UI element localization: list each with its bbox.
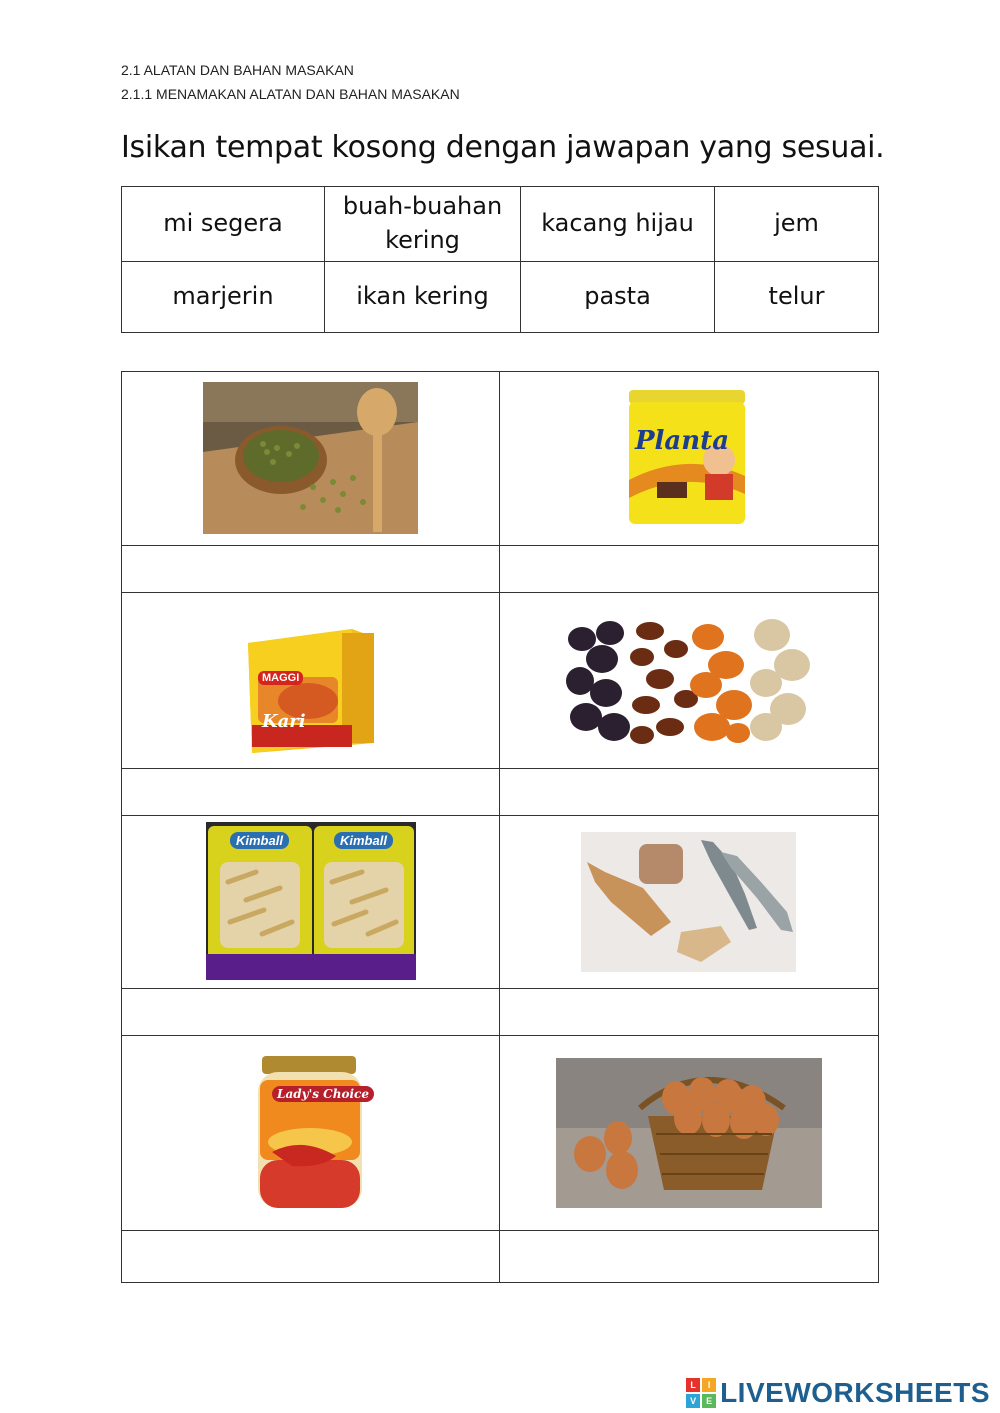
section-heading: 2.1 ALATAN DAN BAHAN MASAKAN [121,62,354,78]
maggi-brand-text: MAGGI [258,671,303,685]
word-bank-cell: pasta [521,262,715,333]
mung-beans-photo-icon [203,382,418,534]
picture-table [121,371,879,1283]
answer-blank[interactable] [500,769,879,816]
planta-margarine-tin-icon [627,390,747,526]
badge-letter: V [686,1394,700,1408]
answer-blank[interactable] [500,989,879,1036]
ladys-choice-jam-jar-icon [232,1056,388,1214]
maggi-instant-noodles-icon [222,593,398,765]
picture-cell [500,372,879,546]
kimball-brand-text: Kimball [230,832,289,849]
answer-blank[interactable] [122,989,500,1036]
word-bank-cell: ikan kering [325,262,521,333]
eggs-basket-photo-icon [556,1058,822,1208]
answer-blank[interactable] [122,546,500,593]
logo-text: LIVEWORKSHEETS [720,1377,990,1408]
word-bank-cell: marjerin [122,262,325,333]
badge-letter: E [702,1394,716,1408]
kari-flavour-text: Kari [262,711,306,732]
picture-cell [500,1036,879,1231]
picture-cell [122,1036,500,1231]
word-bank-cell-text: buah-buahan kering [342,192,503,254]
answer-blank[interactable] [500,546,879,593]
picture-cell [122,816,500,989]
word-bank-cell: telur [715,262,879,333]
planta-brand-text: Planta [635,426,730,456]
kimball-pasta-packs-icon [206,822,416,980]
liveworksheets-logo[interactable] [686,1376,990,1410]
answer-blank[interactable] [500,1231,879,1283]
dried-fish-photo-icon [581,832,796,972]
word-bank-cell: jem [715,187,879,262]
word-bank-cell: mi segera [122,187,325,262]
answer-blank[interactable] [122,769,500,816]
dried-fruits-photo-icon [566,609,811,751]
subsection-heading: 2.1.1 MENAMAKAN ALATAN DAN BAHAN MASAKAN [121,86,460,102]
badge-letter: I [702,1378,716,1392]
logo-badge-icon [686,1378,716,1408]
word-bank-cell: kacang hijau [521,187,715,262]
word-bank-table [121,186,879,333]
kimball-brand-text: Kimball [334,832,393,849]
answer-blank[interactable] [122,1231,500,1283]
picture-cell [500,816,879,989]
picture-cell [500,593,879,769]
instruction-text: Isikan tempat kosong dengan jawapan yang sesuai. [121,130,885,165]
picture-cell [122,593,500,769]
word-bank-cell [325,187,521,262]
badge-letter: L [686,1378,700,1392]
ladys-choice-brand-text: Lady's Choice [272,1086,374,1102]
picture-cell [122,372,500,546]
